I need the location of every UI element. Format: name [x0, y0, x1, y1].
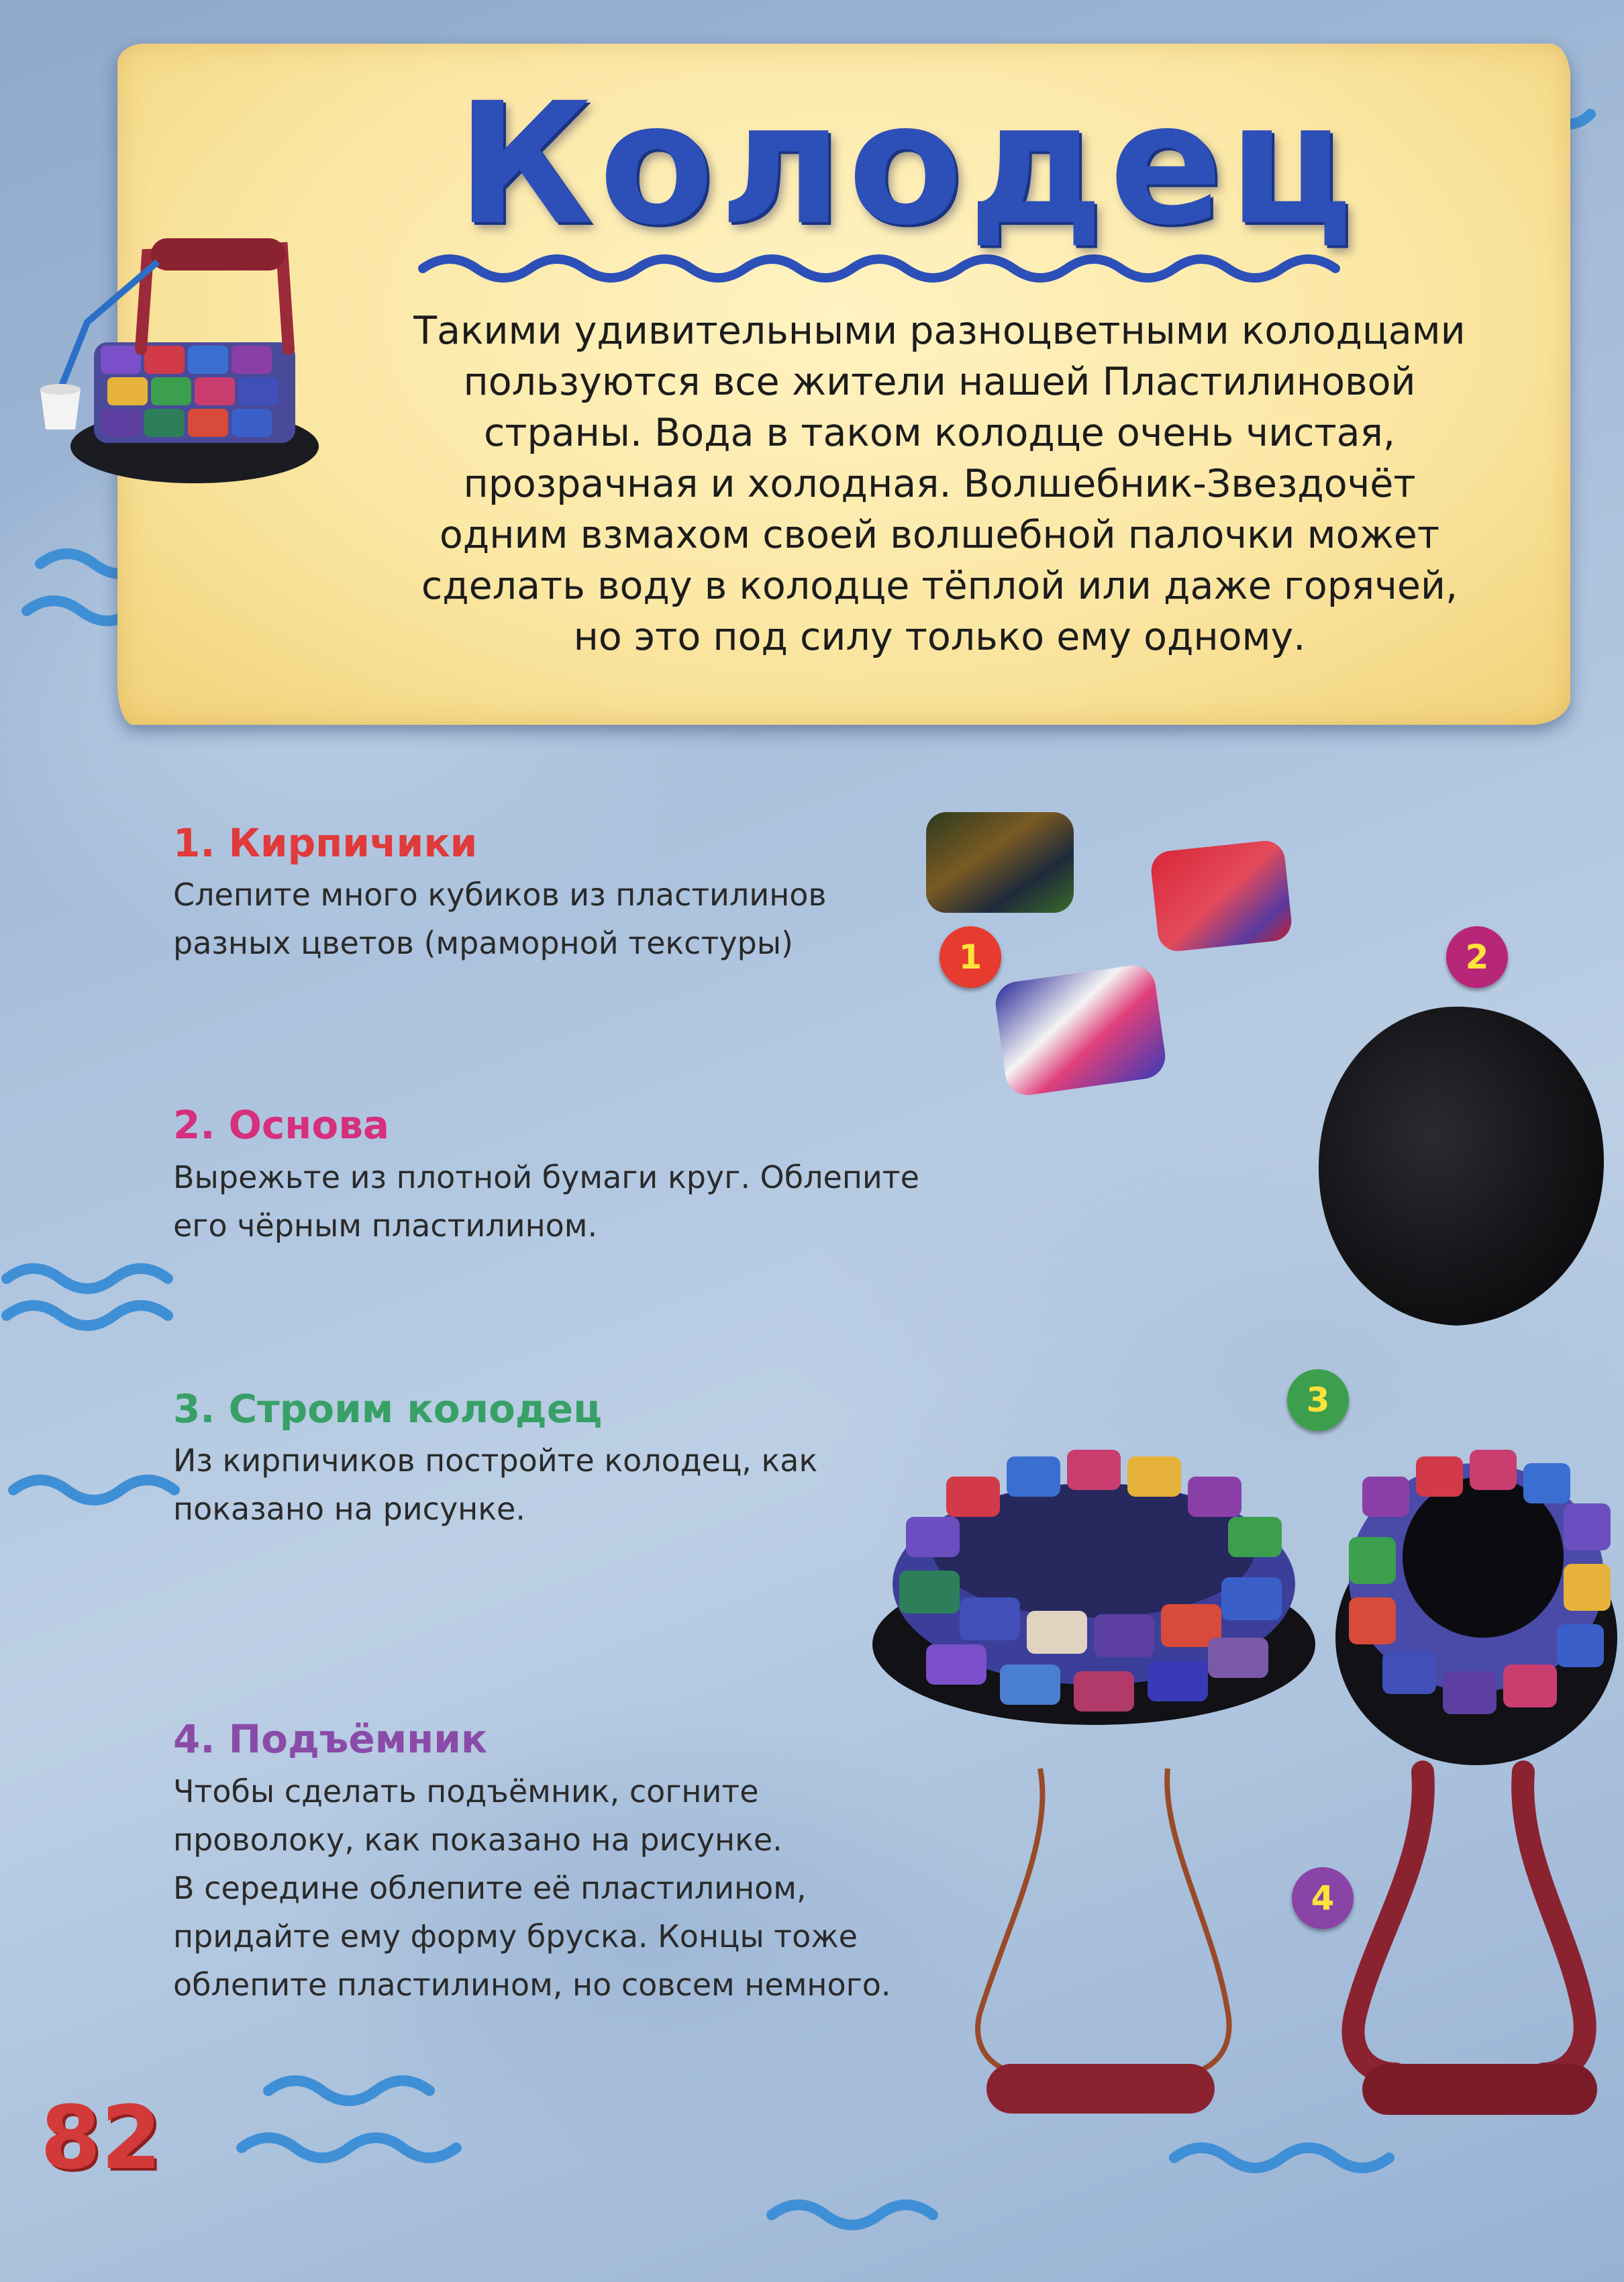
- step-1-title: 1. Кирпичики: [173, 820, 478, 866]
- step-4-text: [173, 1767, 891, 2009]
- intro-line: прозрачная и холодная. Волшебник-Звездочёт: [463, 462, 1416, 506]
- step-text-line: Из кирпичиков постройте колодец, как: [173, 1442, 818, 1479]
- step-3-text: [173, 1436, 817, 1533]
- step-text-line: В середине облепите её пластилином,: [173, 1870, 807, 1906]
- step-4-title: 4. Подъёмник: [173, 1716, 488, 1762]
- intro-line: Такими удивительными разноцветными колодцами: [413, 309, 1466, 353]
- step-text-line: облепите пластилином, но совсем немного.: [173, 1967, 891, 2003]
- step-1-text: [173, 871, 827, 967]
- black-base-photo: [1309, 1000, 1617, 1336]
- step-3-badge: 3: [1287, 1369, 1349, 1431]
- step-3-title: 3. Строим колодец: [173, 1386, 603, 1432]
- intro-line: сделать воду в колодце тёплой или даже горячей,: [421, 564, 1458, 608]
- step-text-line: Чтобы сделать подъёмник, согните: [173, 1773, 759, 1809]
- step-text-line: его чёрным пластилином.: [173, 1207, 598, 1244]
- intro-line: страны. Вода в таком колодце очень чистая,: [483, 411, 1396, 455]
- step-2-title: 2. Основа: [173, 1102, 390, 1148]
- step-text-line: проволоку, как показано на рисунке.: [173, 1822, 782, 1858]
- step-text-line: Слепите много кубиков из пластилинов: [173, 877, 827, 913]
- step-text-line: придайте ему форму бруска. Концы тоже: [173, 1918, 858, 1954]
- intro-line: одним взмахом своей волшебной палочки может: [439, 513, 1440, 557]
- intro-paragraph: [349, 305, 1530, 662]
- lifter-photo: [940, 1758, 1617, 2148]
- well-walls-photo: [866, 1356, 1617, 1772]
- step-text-line: Вырежьте из плотной бумаги круг. Облепите: [173, 1159, 919, 1195]
- step-2-badge: 2: [1446, 926, 1508, 988]
- page-number: 82: [40, 2087, 162, 2189]
- intro-line: но это под силу только ему одному.: [573, 615, 1306, 659]
- well-illustration: [13, 221, 336, 503]
- step-text-line: показано на рисунке.: [173, 1491, 525, 1527]
- intro-line: пользуются все жители нашей Пластилиновой: [463, 360, 1416, 404]
- page-title: Колодец: [456, 66, 1358, 262]
- step-2-text: [173, 1153, 919, 1250]
- step-4-badge: 4: [1292, 1867, 1354, 1929]
- step-1-badge: 1: [940, 926, 1001, 988]
- step-text-line: разных цветов (мраморной текстуры): [173, 925, 793, 961]
